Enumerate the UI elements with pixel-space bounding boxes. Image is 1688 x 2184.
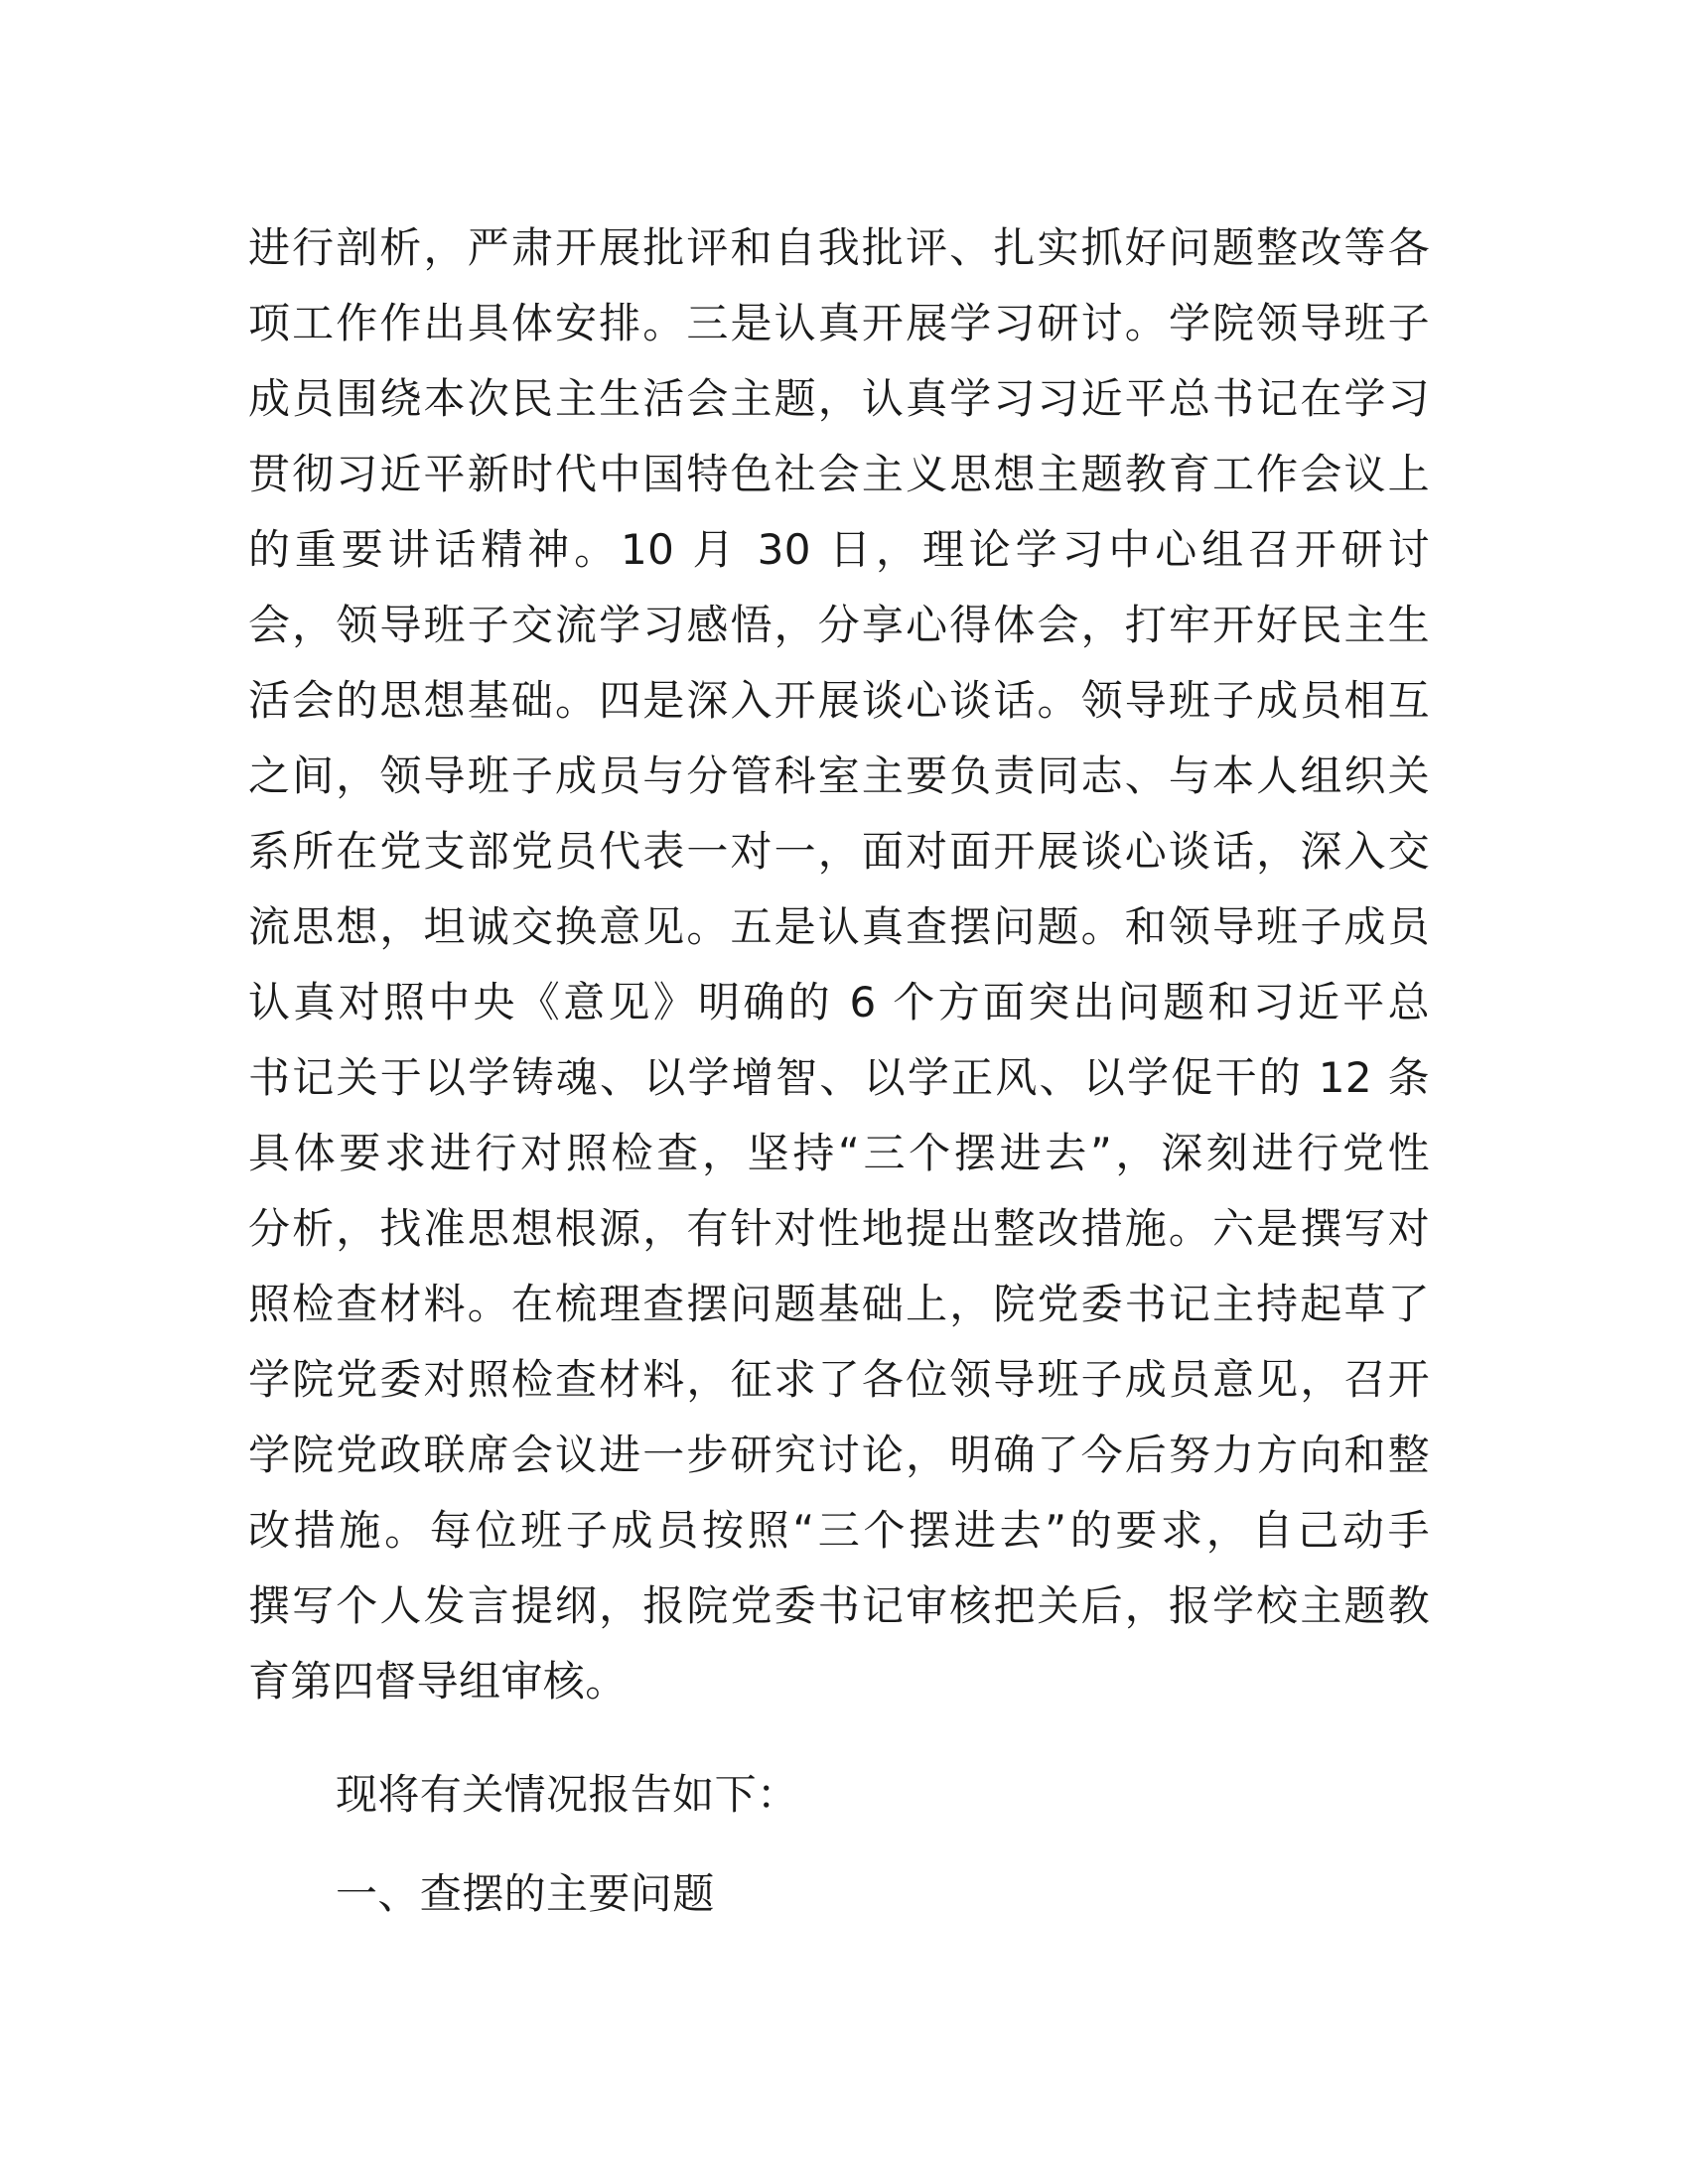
body-text-line: 改措施。每位班子成员按照“三个摆进去”的要求，自己动手 (248, 1506, 1430, 1555)
body-text-line: 成员围绕本次民主生活会主题，认真学习习近平总书记在学习 (248, 374, 1430, 423)
body-text-line: 学院党委对照检查材料，征求了各位领导班子成员意见，召开 (248, 1355, 1430, 1404)
body-text-line: 照检查材料。在梳理查摆问题基础上，院党委书记主持起草了 (248, 1280, 1430, 1328)
body-text-line: 流思想，坦诚交换意见。五是认真查摆问题。和领导班子成员 (248, 902, 1430, 951)
body-text-line: 认真对照中央《意见》明确的 6 个方面突出问题和习近平总 (248, 978, 1430, 1026)
body-text-line: 撰写个人发言提纲，报院党委书记审核把关后，报学校主题教 (248, 1581, 1430, 1630)
body-text-line: 的重要讲话精神。10 月 30 日，理论学习中心组召开研讨 (248, 525, 1430, 574)
body-text-line: 系所在党支部党员代表一对一，面对面开展谈心谈话，深入交 (248, 827, 1430, 876)
body-text-line: 进行剖析，严肃开展批评和自我批评、扎实抓好问题整改等各 (248, 223, 1430, 272)
report-intro-text: 现将有关情况报告如下： (336, 1770, 799, 1819)
body-text-line: 分析，找准思想根源，有针对性地提出整改措施。六是撰写对 (248, 1204, 1430, 1253)
body-text-line: 之间，领导班子成员与分管科室主要负责同志、与本人组织关 (248, 751, 1430, 800)
body-text-line: 贯彻习近平新时代中国特色社会主义思想主题教育工作会议上 (248, 450, 1430, 498)
body-text-line: 会，领导班子交流学习感悟，分享心得体会，打牢开好民主生 (248, 601, 1430, 649)
body-text-line: 项工作作出具体安排。三是认真开展学习研讨。学院领导班子 (248, 299, 1430, 347)
body-text-line: 书记关于以学铸魂、以学增智、以学正风、以学促干的 12 条 (248, 1053, 1430, 1102)
body-text-line: 活会的思想基础。四是深入开展谈心谈话。领导班子成员相互 (248, 676, 1430, 725)
body-text-line: 学院党政联席会议进一步研究讨论，明确了今后努力方向和整 (248, 1431, 1430, 1479)
section-heading: 一、查摆的主要问题 (336, 1869, 715, 1918)
body-text-line: 育第四督导组审核。 (248, 1657, 628, 1706)
body-text-line: 具体要求进行对照检查，坚持“三个摆进去”，深刻进行党性 (248, 1129, 1430, 1177)
